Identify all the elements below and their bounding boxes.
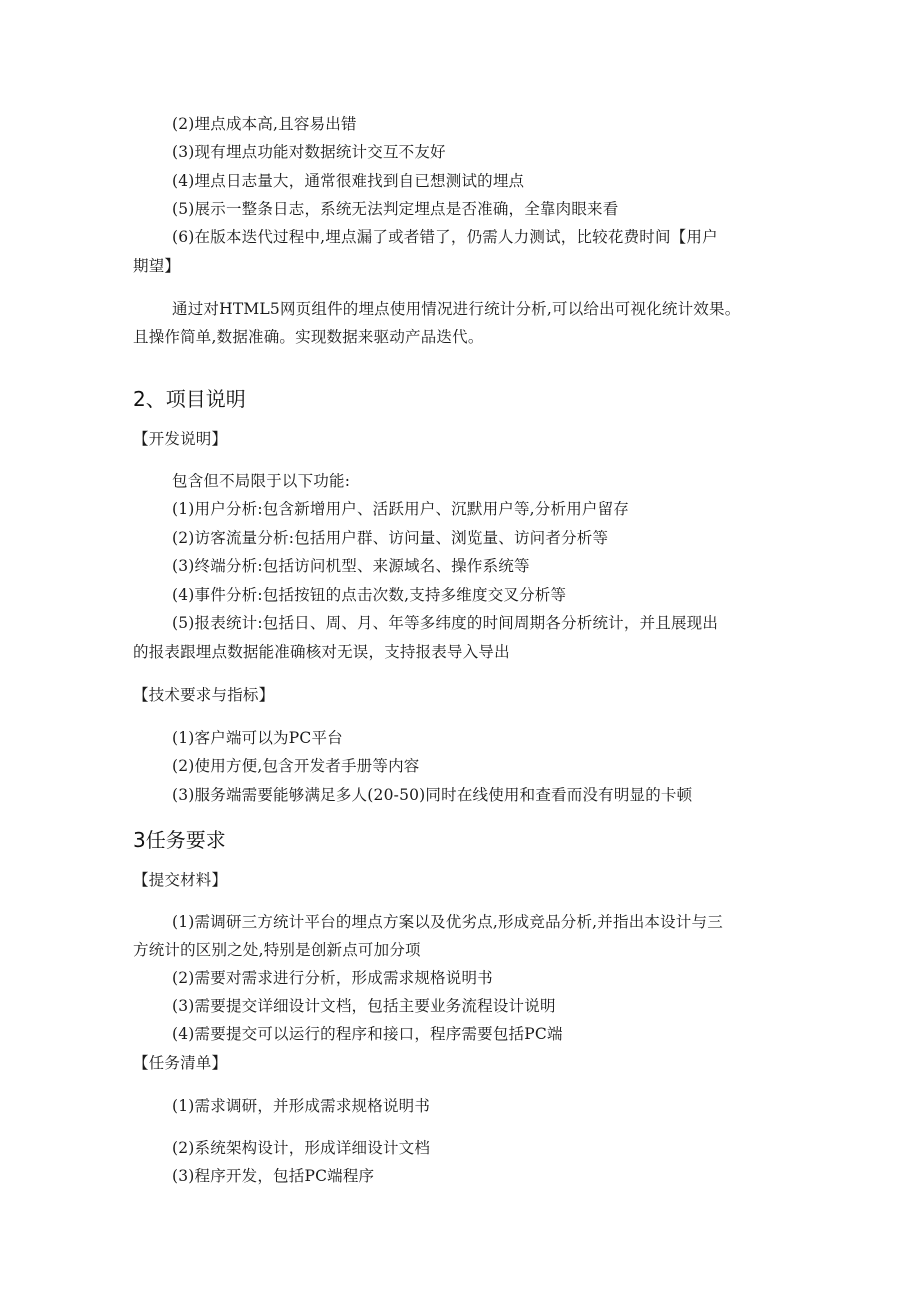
section-3-heading: 3任务要求 [133,828,226,852]
problem-item-6-line2: 期望】 [133,257,181,275]
problem-item-3: (3)现有埋点功能对数据统计交互不友好 [172,143,446,161]
material-item-1-line1: (1)需调研三方统计平台的埋点方案以及优劣点,形成竞品分析,并指出本设计与三 [172,913,723,931]
problem-item-2: (2)埋点成本高,且容易出错 [172,115,357,133]
material-item-2: (2)需要对需求进行分析，形成需求规格说明书 [172,969,493,987]
expectation-paragraph-line2: 且操作简单,数据准确。实现数据来驱动产品迭代。 [133,328,484,346]
material-item-3: (3)需要提交详细设计文档，包括主要业务流程设计说明 [172,997,556,1015]
feature-item-5-line1: (5)报表统计:包括日、周、月、年等多纬度的时间周期各分析统计，并且展现出 [172,614,719,632]
task-item-1: (1)需求调研，并形成需求规格说明书 [172,1097,431,1115]
dev-description-label: 【开发说明】 [133,430,228,448]
task-list-label: 【任务清单】 [133,1054,228,1072]
material-item-4: (4)需要提交可以运行的程序和接口，程序需要包括PC端 [172,1025,563,1043]
problem-item-6-line1: (6)在版本迭代过程中,埋点漏了或者错了，仍需人力测试，比较花费时间【用户 [172,228,718,246]
problem-item-4: (4)埋点日志量大，通常很难找到自已想测试的埋点 [172,172,525,190]
task-item-2: (2)系统架构设计，形成详细设计文档 [172,1139,431,1157]
dev-intro-text: 包含但不局限于以下功能: [172,472,351,490]
tech-item-1: (1)客户端可以为PC平台 [172,729,343,747]
material-item-1-line2: 方统计的区别之处,特别是创新点可加分项 [133,941,421,959]
feature-item-3: (3)终端分析:包括访问机型、来源域名、操作系统等 [172,557,530,575]
feature-item-4: (4)事件分析:包括按钮的点击次数,支持多维度交叉分析等 [172,586,567,604]
tech-requirements-label: 【技术要求与指标】 [133,686,275,704]
submission-materials-label: 【提交材料】 [133,871,228,889]
feature-item-1: (1)用户分析:包含新增用户、活跃用户、沉默用户等,分析用户留存 [172,500,630,518]
section-2-heading: 2、项目说明 [133,387,246,411]
task-item-3: (3)程序开发，包括PC端程序 [172,1167,375,1185]
feature-item-2: (2)访客流量分析:包括用户群、访问量、浏览量、访问者分析等 [172,529,609,547]
tech-item-3: (3)服务端需要能够满足多人(20-50)同时在线使用和查看而没有明显的卡顿 [172,786,693,804]
problem-item-5: (5)展示一整条日志，系统无法判定埋点是否准确，全靠肉眼来看 [172,200,619,218]
tech-item-2: (2)使用方便,包含开发者手册等内容 [172,757,420,775]
expectation-paragraph-line1: 通过对HTML5网页组件的埋点使用情况进行统计分析,可以给出可视化统计效果。 [172,300,741,318]
feature-item-5-line2: 的报表跟埋点数据能准确核对无误，支持报表导入导出 [133,643,510,661]
